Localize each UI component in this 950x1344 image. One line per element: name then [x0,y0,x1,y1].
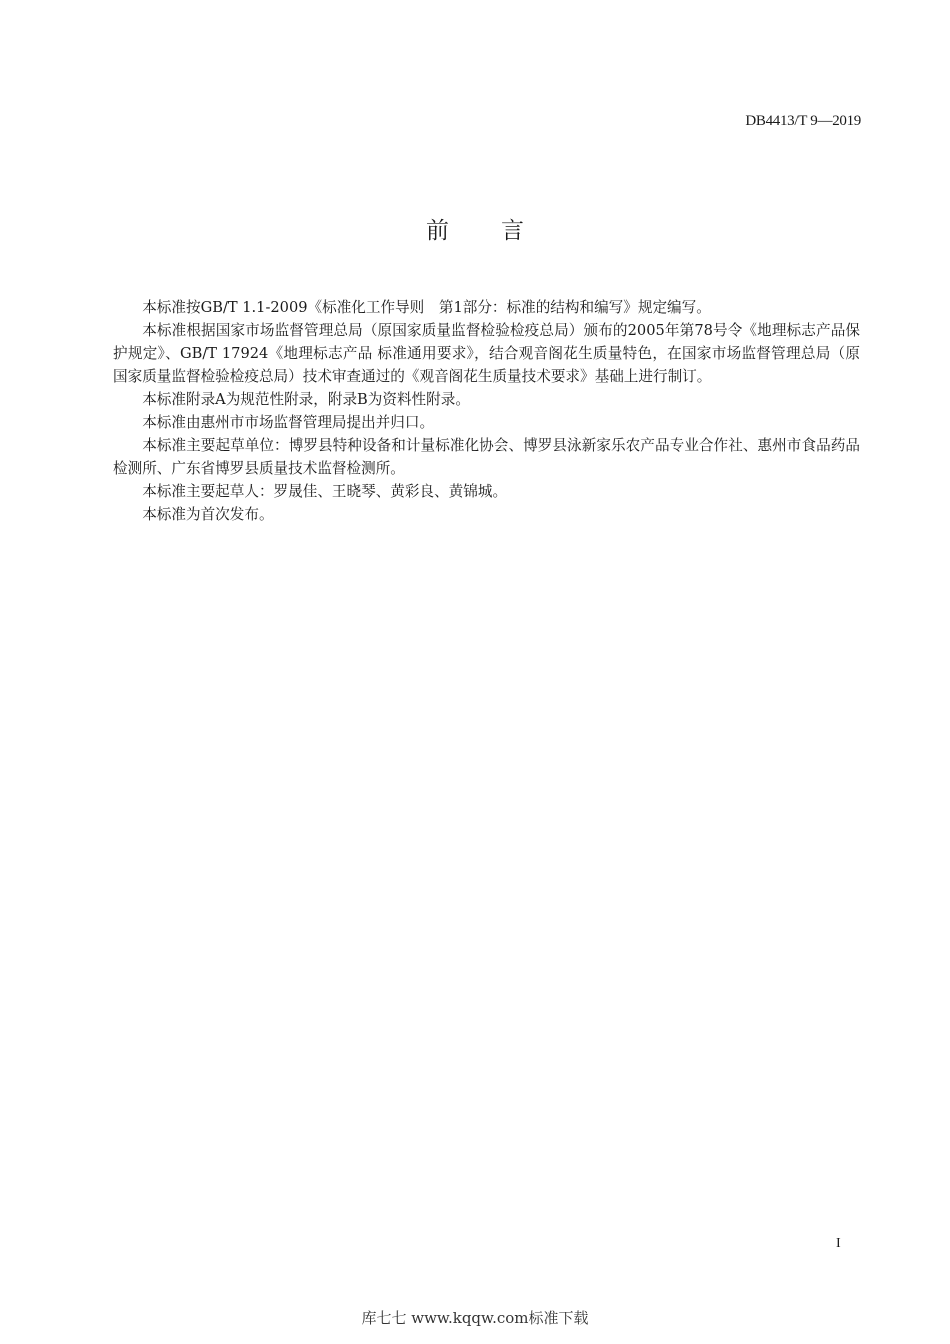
paragraph-first-release: 本标准为首次发布。 [142,506,274,523]
paragraph-drafting-units: 本标准主要起草单位：博罗县特种设备和计量标准化协会、博罗县泳新家乐农产品专业合作社、惠州市食品药品检测所、广东省博罗县质量技术监督检测所。 [113,437,860,477]
foreword-body [113,296,860,526]
title-char-1: 前 [426,218,449,244]
paragraph-appendices: 本标准附录A为规范性附录，附录B为资料性附录。 [142,391,470,408]
page-number: I [836,1236,841,1251]
paragraph-proposer: 本标准由惠州市市场监督管理局提出并归口。 [142,414,435,431]
page-title [0,212,950,245]
standard-code: DB4413/T 9—2019 [745,113,861,129]
paragraph-formulation-basis: 本标准根据国家市场监督管理总局（原国家质量监督检验检疫总局）颁布的2005年第78号令《地理标志产品保护规定》、GB/T 17924《地理标志产品 标准通用要求》，结合观音阁花生质量特色，在国家市场监督管理总局（原国家质量监督检验检疫总局）技术审查通过的《观音阁花生质量技术要求》基础上进行制订。 [113,322,860,385]
paragraph-drafters: 本标准主要起草人：罗晟佳、王晓琴、黄彩良、黄锦城。 [142,483,508,500]
title-char-2: 言 [501,218,524,244]
footer-watermark: 库七七 www.kqqw.com标准下载 [361,1309,589,1327]
paragraph-compilation-basis: 本标准按GB/T 1.1-2009《标准化工作导则 第1部分：标准的结构和编写》规定编写。 [142,299,711,316]
